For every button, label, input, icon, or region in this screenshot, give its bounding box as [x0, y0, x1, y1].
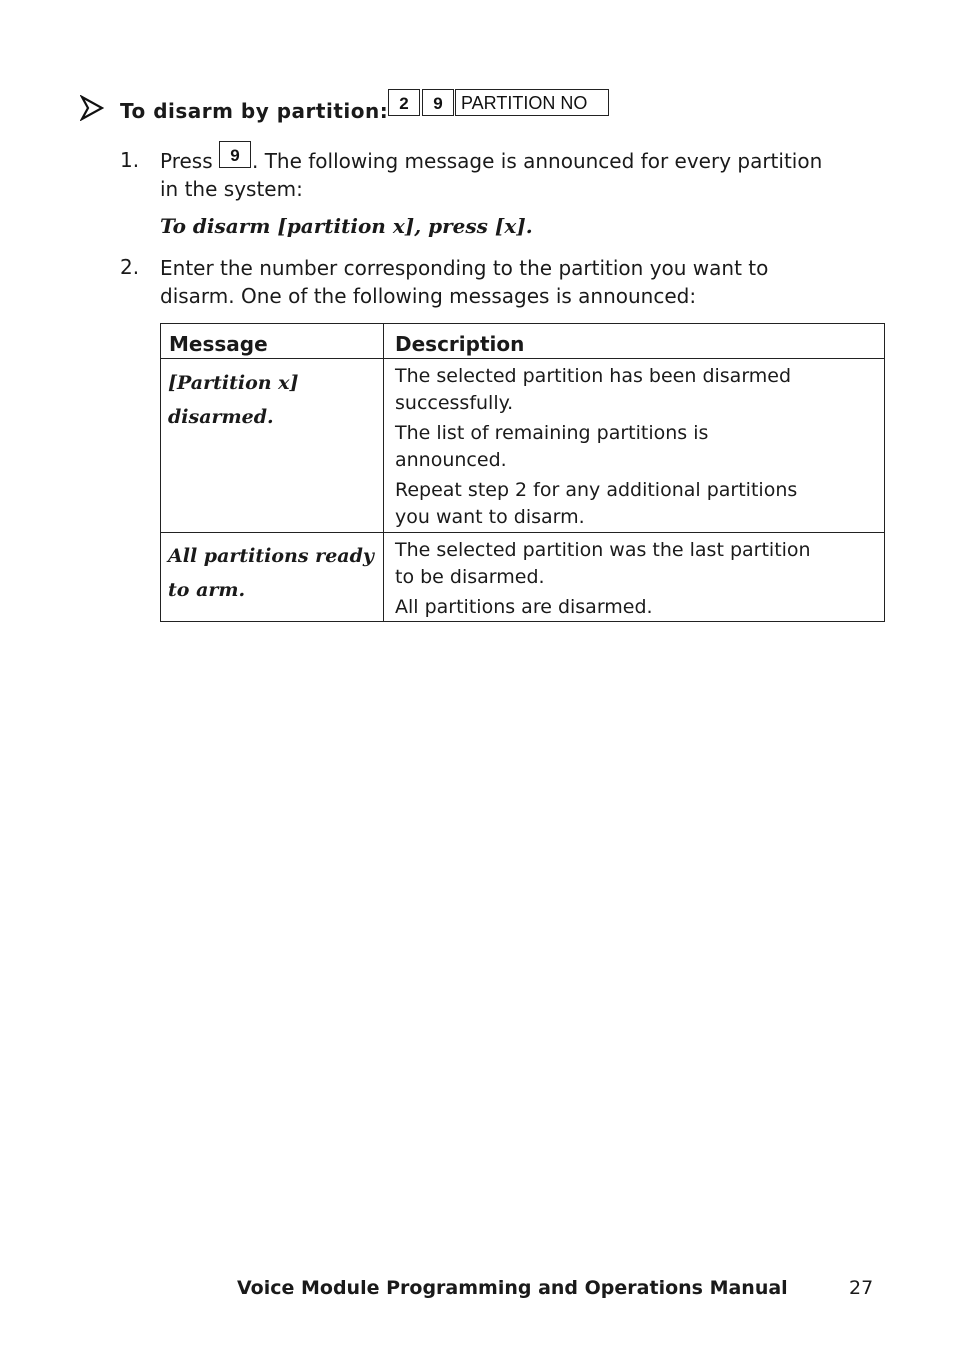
step-1-line1-rest: . The following message is announced for every partition	[252, 149, 823, 173]
description-paragraph	[395, 363, 797, 417]
description-line: All partitions are disarmed.	[395, 596, 653, 618]
step-1-text	[160, 147, 213, 175]
description-paragraph	[395, 594, 811, 621]
step-1-line2: in the system:	[160, 177, 303, 201]
page-number: 27	[849, 1277, 874, 1299]
key-9-inline-box: 9	[219, 141, 251, 168]
message-line: to arm.	[168, 579, 246, 601]
description-paragraph	[395, 537, 811, 591]
step-2-line1: Enter the number corresponding to the partition you want to	[160, 256, 769, 280]
message-line: All partitions ready	[168, 545, 374, 567]
step-1-number: 1.	[120, 148, 140, 172]
table-row-1-message	[168, 366, 299, 434]
key-9-box: 9	[422, 89, 454, 116]
step-1-spoken-message: To disarm [partition x], press [x].	[160, 214, 533, 238]
table-header-divider	[161, 358, 884, 359]
description-line: to be disarmed.	[395, 566, 545, 588]
table-row-2-message	[168, 539, 374, 607]
key-2-box: 2	[388, 89, 420, 116]
footer-manual-title: Voice Module Programming and Operations Manual	[237, 1277, 788, 1299]
description-line: The selected partition was the last partition	[395, 539, 811, 561]
description-line: successfully.	[395, 392, 514, 414]
section-heading: To disarm by partition:	[120, 99, 389, 123]
message-line: [Partition x]	[168, 372, 299, 394]
table-column-divider	[383, 324, 384, 621]
partition-no-box: PARTITION NO	[455, 89, 609, 116]
arrow-bullet-icon	[80, 95, 104, 121]
step-1-prefix: Press	[160, 149, 213, 173]
description-line: Repeat step 2 for any additional partitions	[395, 479, 798, 501]
description-line: announced.	[395, 449, 507, 471]
message-line: disarmed.	[168, 406, 274, 428]
description-line: The list of remaining partitions is	[395, 422, 709, 444]
description-line: you want to disarm.	[395, 506, 585, 528]
description-paragraph	[395, 420, 797, 474]
table-row-1-description	[395, 363, 797, 534]
table-row-2-description	[395, 537, 811, 624]
description-paragraph	[395, 477, 797, 531]
table-header-message: Message	[169, 332, 268, 356]
step-2-number: 2.	[120, 255, 140, 279]
table-header-description: Description	[395, 332, 525, 356]
step-2-line2: disarm. One of the following messages is announced:	[160, 284, 697, 308]
description-line: The selected partition has been disarmed	[395, 365, 792, 387]
messages-table	[160, 323, 885, 622]
